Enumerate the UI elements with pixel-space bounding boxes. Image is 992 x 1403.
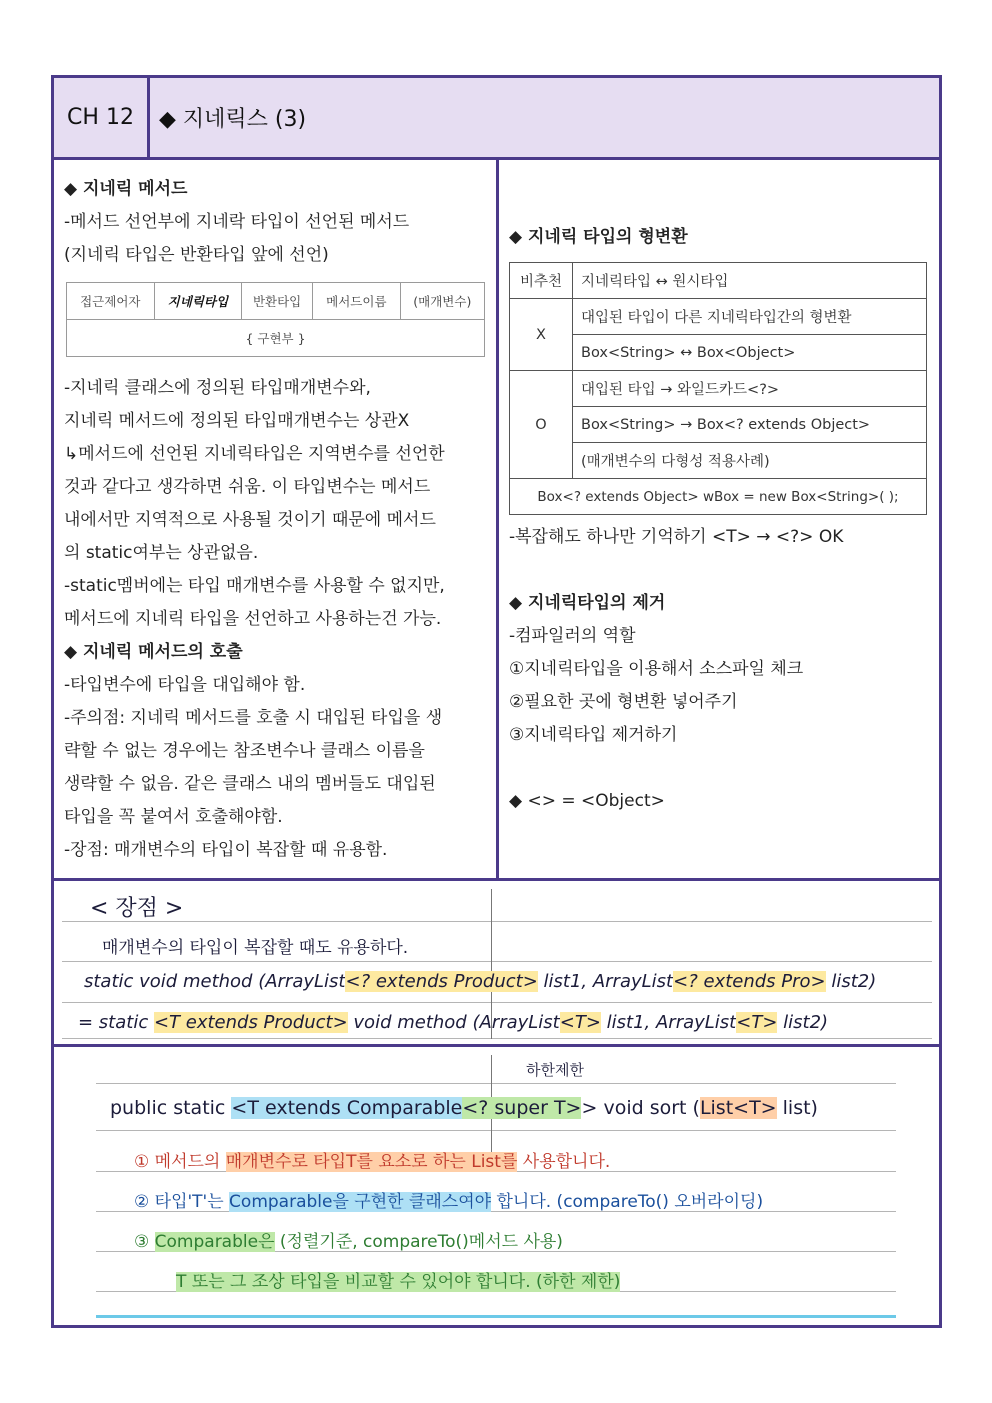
cast-table <box>509 262 927 515</box>
code-highlight: <? extends Pro> <box>673 971 826 992</box>
table-cell: 비추천 <box>510 263 573 299</box>
note-highlight: 매개변수로 타입T를 요소로 하는 List를 <box>225 1152 518 1172</box>
note-highlight: T 또는 그 조상 타입을 비교할 수 있어야 합니다. (하한 제한) <box>176 1272 621 1292</box>
paragraph-line: 지네릭 메서드에 정의된 타입매개변수는 상관X <box>64 411 410 431</box>
table-cell: { 구현부 } <box>67 320 485 357</box>
erasure-line: ②필요한 곳에 형변환 넣어주기 <box>509 692 738 712</box>
code-highlight: <? super T> <box>462 1097 582 1119</box>
paragraph-line: -지네릭 클래스에 정의된 타입매개변수와, <box>64 378 371 398</box>
code-highlight: <T extends Product> <box>153 1012 348 1033</box>
table-cell: 반환타입 <box>242 283 313 320</box>
right-column <box>499 160 939 878</box>
generic-method-heading: ◆ 지네릭 메서드 <box>64 179 188 199</box>
page-title: ◆ 지네릭스 (3) <box>159 107 307 132</box>
generic-cast-heading: ◆ 지네릭 타입의 형변환 <box>509 227 688 247</box>
table-cell: 대입된 타입 → 와일드카드<?> <box>573 371 927 407</box>
sort-note-4 <box>176 1267 620 1292</box>
table-cell: 접근제어자 <box>67 283 155 320</box>
diamond-object-note: ◆ <> = <Object> <box>509 791 665 811</box>
note-text: ③ <box>134 1232 155 1252</box>
left-column <box>54 160 499 878</box>
code-text: list1, ArrayList <box>537 971 674 992</box>
sort-signature <box>110 1097 818 1119</box>
paragraph-line: 타입을 꼭 붙여서 호출해야함. <box>64 807 283 827</box>
erasure-heading: ◆ 지네릭타입의 제거 <box>509 593 666 613</box>
table-cell: Box<String> → Box<? extends Object> <box>573 407 927 443</box>
erasure-line: ③지네릭타입 제거하기 <box>509 725 678 745</box>
ruled-line <box>62 921 932 922</box>
code-highlight: List<T> <box>699 1097 777 1119</box>
method-declaration-table <box>66 282 485 357</box>
ruled-line <box>96 1130 896 1131</box>
paragraph-line: -주의점: 지네릭 메서드를 호출 시 대입된 타입을 생 <box>64 708 443 728</box>
ruled-line <box>96 1083 896 1084</box>
note-text: (정렬기준, compareTo()메서드 사용) <box>274 1232 563 1252</box>
note-text: 합니다. (compareTo() 오버라이딩) <box>491 1192 764 1212</box>
paragraph-line: -static멤버에는 타입 매개변수를 사용할 수 없지만, <box>64 576 445 596</box>
table-cell: 지네릭타입 <box>154 283 242 320</box>
paragraph-line: 내에서만 지역적으로 사용될 것이기 때문에 메서드 <box>64 510 436 530</box>
header-bar <box>54 78 939 160</box>
sort-note-2 <box>134 1187 763 1212</box>
handwritten-advantage-section <box>54 881 939 1044</box>
ruled-line <box>62 1038 932 1039</box>
paragraph-line: -타입변수에 타입을 대입해야 함. <box>64 675 306 695</box>
table-cell: 대입된 타입이 다른 지네릭타입간의 형변환 <box>573 299 927 335</box>
chapter-label: CH 12 <box>54 78 150 157</box>
erasure-line: -컴파일러의 역할 <box>509 626 636 646</box>
note-text: ② 타입'T'는 <box>134 1192 230 1212</box>
code-highlight: <T extends Comparable <box>231 1097 463 1119</box>
paragraph-line: ↳메서드에 선언된 지네릭타입은 지역변수를 선언한 <box>64 444 445 464</box>
handwritten-sort-section <box>54 1047 939 1325</box>
code-text: list2) <box>777 1012 829 1033</box>
code-text: static void method (ArrayList <box>84 971 346 992</box>
advantage-line: 매개변수의 타입이 복잡할 때도 유용하다. <box>102 938 409 958</box>
code-highlight: <? extends Product> <box>345 971 538 992</box>
generic-method-def: -메서드 선언부에 지네락 타입이 선언된 메서드 <box>64 212 410 232</box>
paragraph-line: 것과 같다고 생각하면 쉬움. 이 타입변수는 메서드 <box>64 477 431 497</box>
paragraph-line: 략할 수 없는 경우에는 참조변수나 클래스 이름을 <box>64 741 425 761</box>
generic-call-heading: ◆ 지네릭 메서드의 호출 <box>64 642 243 662</box>
note-text: ① 메서드의 <box>134 1152 226 1172</box>
ruled-line <box>62 1002 932 1003</box>
paragraph-line: -장점: 매개변수의 타입이 복잡할 때 유용함. <box>64 840 388 860</box>
paragraph-line: 의 static여부는 상관없음. <box>64 543 259 563</box>
erasure-line: ①지네릭타입을 이용해서 소스파일 체크 <box>509 659 804 679</box>
table-cell: (매개변수의 다형성 적용사례) <box>573 443 927 479</box>
table-cell: Box<String> ↔ Box<Object> <box>573 335 927 371</box>
code-text: list1, ArrayList <box>600 1012 737 1033</box>
code-text: > void sort ( <box>581 1097 700 1119</box>
paragraph-line: 메서드에 지네릭 타입을 선언하고 사용하는건 가능. <box>64 609 442 629</box>
table-cell: Box<? extends Object> wBox = new Box<String>( ); <box>510 479 927 515</box>
paragraph-line: 생략할 수 없음. 같은 클래스 내의 멤버들도 대입된 <box>64 774 436 794</box>
code-highlight: <T> <box>736 1012 778 1033</box>
note-frame <box>51 75 942 1328</box>
sort-note-3 <box>134 1227 563 1252</box>
table-cell: O <box>510 371 573 479</box>
ruled-line <box>96 1315 896 1318</box>
remember-note: -복잡해도 하나만 기억하기 <T> → <?> OK <box>509 527 844 547</box>
code-highlight: <T> <box>559 1012 601 1033</box>
advantage-code-1 <box>84 971 876 992</box>
code-text: = static <box>78 1012 154 1033</box>
table-cell: 지네릭타입 ↔ 원시타입 <box>573 263 927 299</box>
code-text: void method (ArrayList <box>347 1012 560 1033</box>
code-text: list2) <box>825 971 877 992</box>
table-cell: 메서드이름 <box>313 283 401 320</box>
table-cell: X <box>510 299 573 371</box>
sort-note-1 <box>134 1147 610 1172</box>
table-cell: (매개변수) <box>400 283 484 320</box>
ruled-line <box>62 961 932 962</box>
advantage-code-2 <box>78 1012 828 1033</box>
note-text: 사용합니다. <box>517 1152 611 1172</box>
note-highlight: Comparable은 <box>154 1232 275 1252</box>
code-text: list) <box>776 1097 818 1119</box>
lower-bound-label: 하한제한 <box>526 1061 584 1079</box>
code-text: public static <box>110 1097 232 1119</box>
advantage-title: < 장점 > <box>90 896 184 921</box>
generic-method-def-note: (지네릭 타입은 반환타입 앞에 선언) <box>64 245 329 265</box>
note-highlight: Comparable을 구현한 클래스여야 <box>229 1192 492 1212</box>
